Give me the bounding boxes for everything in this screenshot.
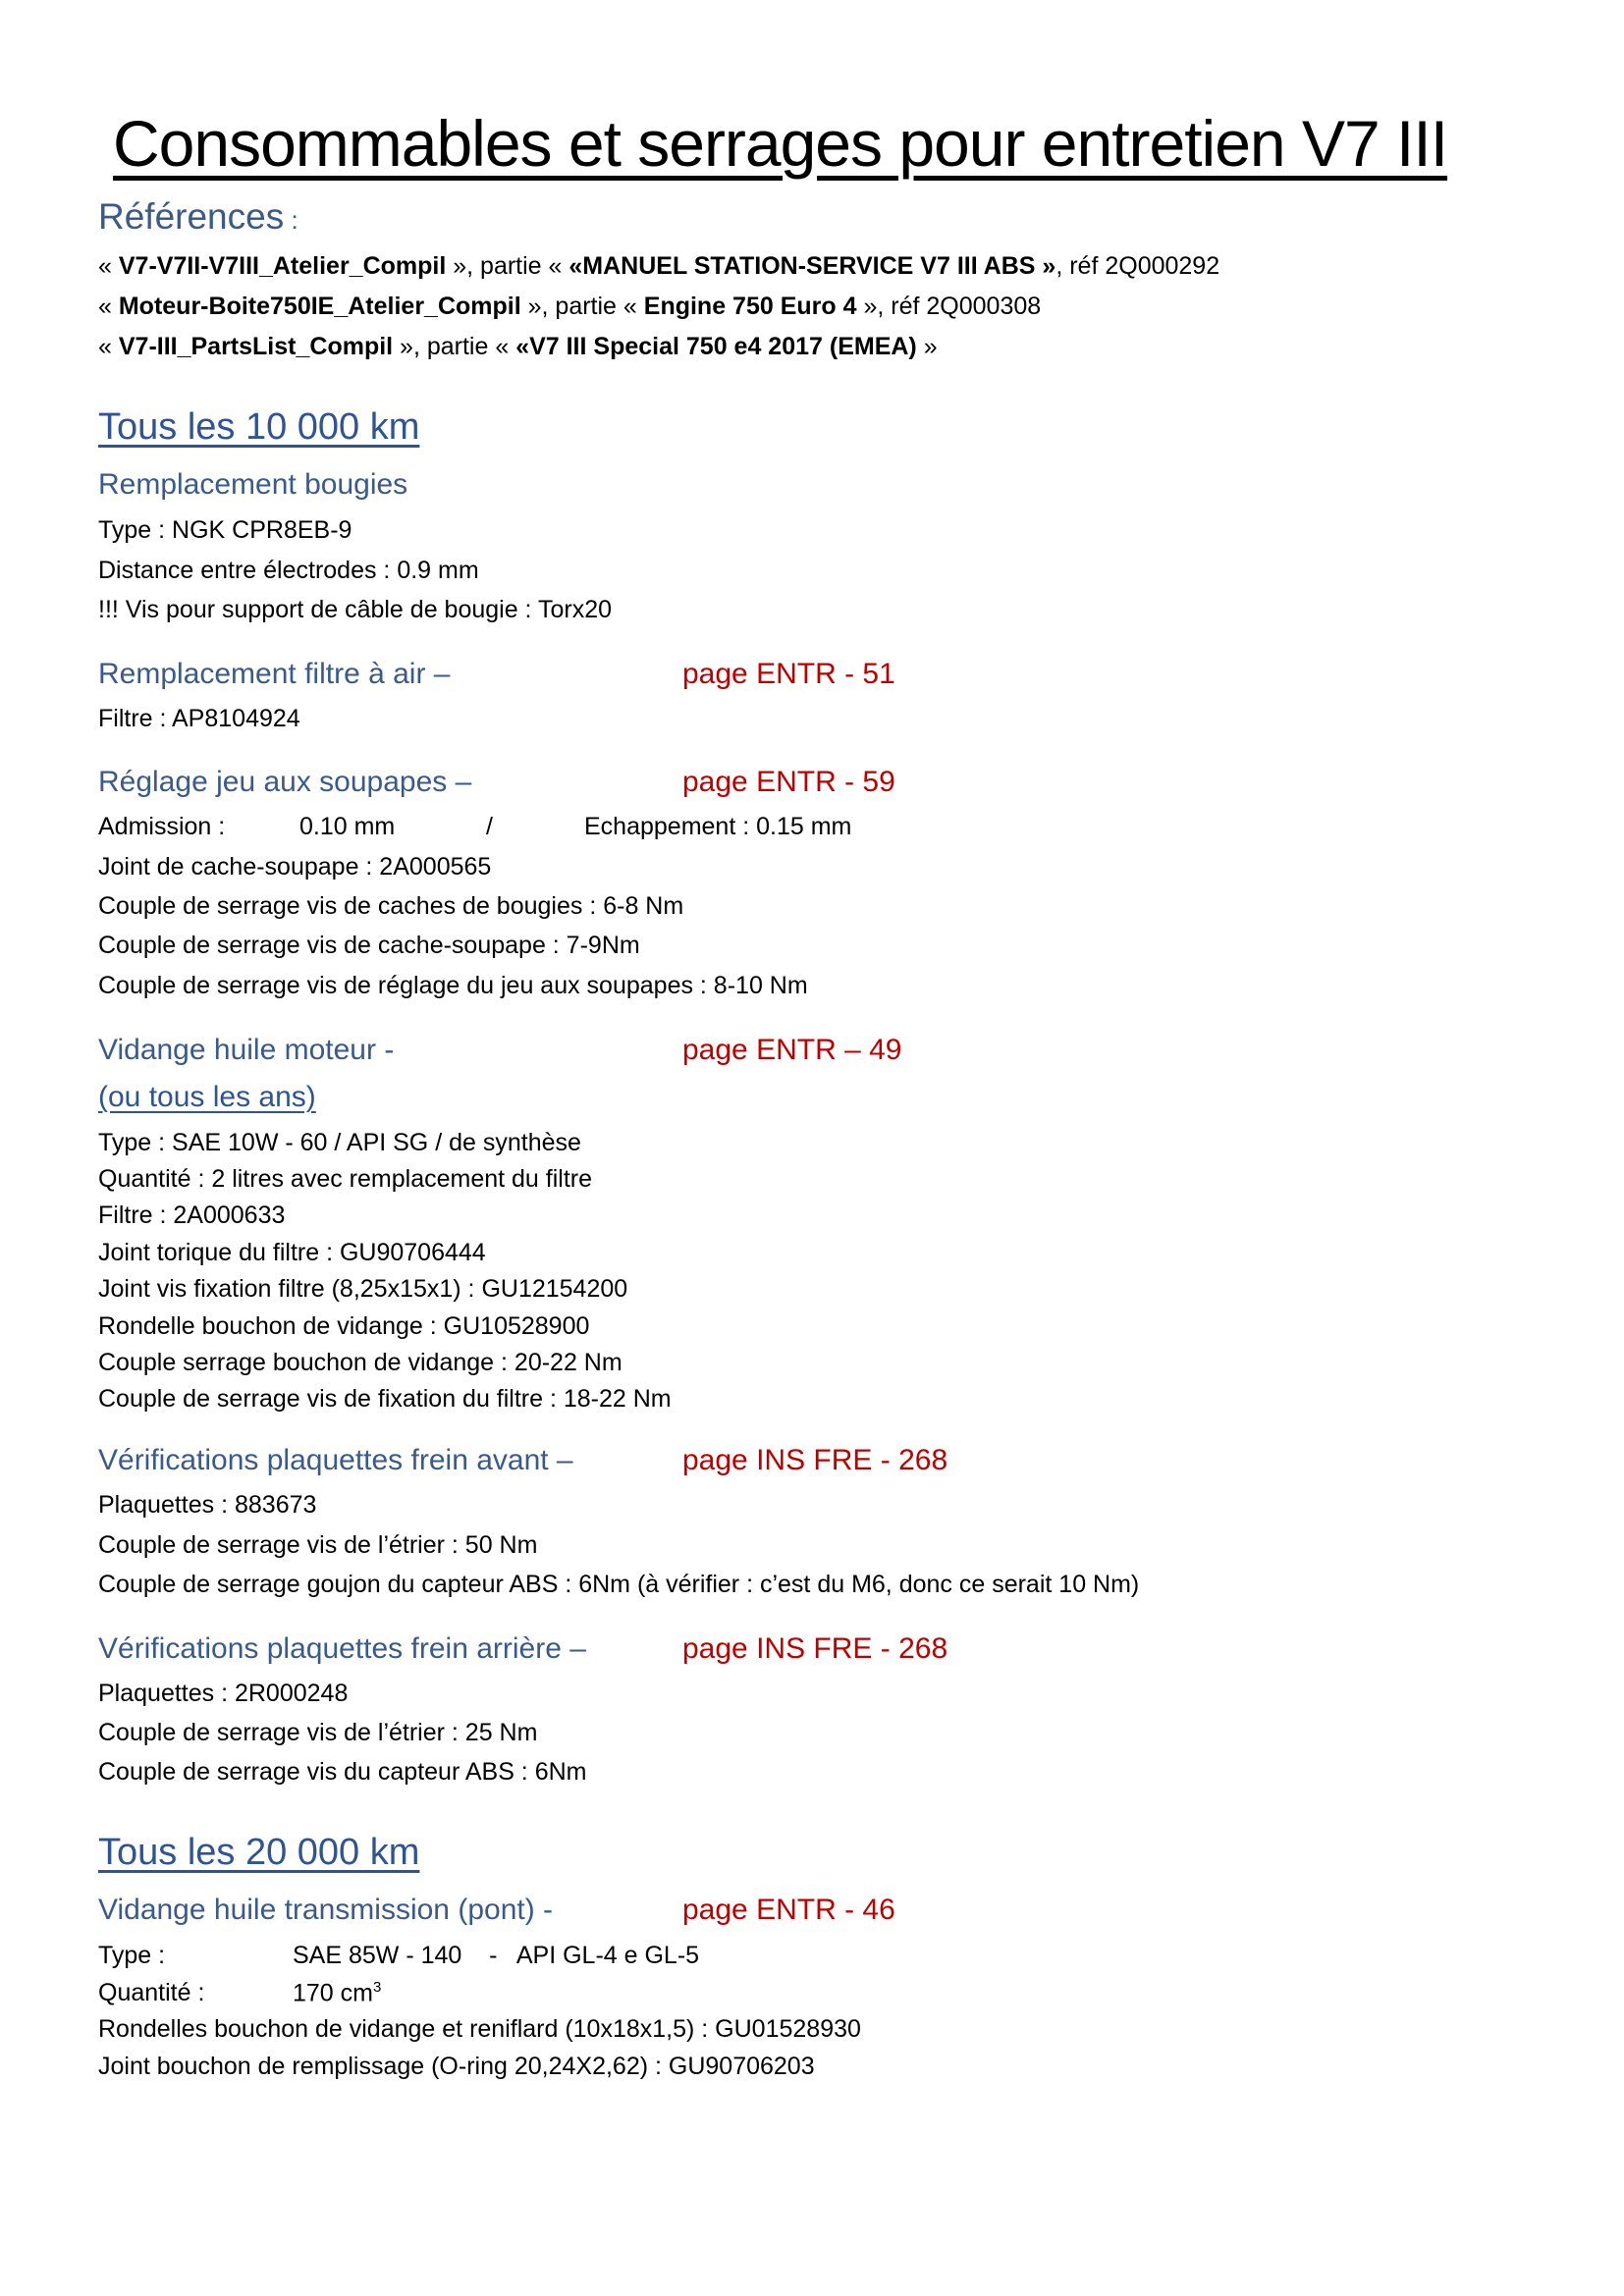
ref-mid: », partie « — [393, 333, 516, 360]
vidange-moteur-page-ref: page ENTR – 49 — [682, 1034, 902, 1066]
ref-open: « — [98, 293, 119, 320]
frein-arriere-line: Couple de serrage vis du capteur ABS : 6Nm — [98, 1758, 587, 1786]
filtre-air-line: Filtre : AP8104924 — [98, 705, 300, 732]
soupapes-line: Joint de cache-soupape : 2A000565 — [98, 853, 492, 881]
vidange-moteur-line: Rondelle bouchon de vidange : GU10528900 — [98, 1312, 590, 1340]
ref-mid: », partie « — [520, 293, 644, 320]
soupapes-separator: / — [486, 813, 493, 840]
ref-open: « — [98, 333, 119, 360]
bougies-line: !!! Vis pour support de câble de bougie : Torx20 — [98, 596, 613, 623]
vidange-moteur-title: Vidange huile moteur - — [98, 1034, 395, 1066]
transmission-page-ref: page ENTR - 46 — [682, 1894, 895, 1926]
frein-arriere-line: Couple de serrage vis de l’étrier : 25 Nm — [98, 1719, 538, 1746]
ref-part: «MANUEL STATION-SERVICE V7 III ABS » — [568, 252, 1056, 280]
transmission-qty-value — [293, 1979, 381, 2007]
frein-avant-line: Plaquettes : 883673 — [98, 1491, 317, 1519]
ref-tail: », réf 2Q000308 — [856, 293, 1042, 320]
ref-doc: V7-III_PartsList_Compil — [118, 333, 394, 360]
qty-unit-exponent: 3 — [372, 1979, 382, 1996]
ref-tail: » — [916, 333, 938, 360]
ref-doc: V7-V7II-V7III_Atelier_Compil — [118, 252, 447, 280]
qty-value-text: 170 cm — [293, 1979, 373, 2007]
frein-avant-line: Couple de serrage goujon du capteur ABS : 6Nm (à vérifier : c’est du M6, donc ce serait 10 Nm) — [98, 1571, 1140, 1598]
frein-arriere-page-ref: page INS FRE - 268 — [682, 1632, 948, 1665]
vidange-moteur-line: Couple serrage bouchon de vidange : 20-22 Nm — [98, 1349, 623, 1376]
soupapes-title: Réglage jeu aux soupapes – — [98, 766, 472, 798]
ref-part: «V7 III Special 750 e4 2017 (EMEA) — [515, 333, 917, 360]
bougies-line: Type : NGK CPR8EB-9 — [98, 516, 352, 544]
vidange-moteur-line: Joint torique du filtre : GU90706444 — [98, 1239, 486, 1266]
frein-arriere-title: Vérifications plaquettes frein arrière – — [98, 1632, 586, 1665]
page-title: Consommables et serrages pour entretien V7 III — [113, 107, 1448, 180]
reference-item — [98, 333, 938, 361]
reference-item — [98, 293, 1041, 321]
bougies-title: Remplacement bougies — [98, 468, 408, 501]
transmission-type-value: SAE 85W - 140 - API GL-4 e GL-5 — [293, 1942, 700, 1969]
transmission-type-label: Type : — [98, 1942, 166, 1969]
transmission-title: Vidange huile transmission (pont) - — [98, 1894, 554, 1926]
frein-avant-title: Vérifications plaquettes frein avant – — [98, 1444, 573, 1476]
admission-value: 0.10 mm — [299, 813, 396, 840]
admission-label: Admission : — [98, 813, 226, 840]
ref-doc: Moteur-Boite750IE_Atelier_Compil — [118, 293, 521, 320]
transmission-line: Joint bouchon de remplissage (O-ring 20,24X2,62) : GU90706203 — [98, 2053, 815, 2080]
bougies-line: Distance entre électrodes : 0.9 mm — [98, 557, 479, 584]
ref-open: « — [98, 252, 119, 280]
frein-avant-line: Couple de serrage vis de l’étrier : 50 Nm — [98, 1531, 538, 1559]
transmission-line: Rondelles bouchon de vidange et reniflard (10x18x1,5) : GU01528930 — [98, 2015, 861, 2043]
soupapes-line: Couple de serrage vis de caches de bougies : 6-8 Nm — [98, 892, 684, 920]
vidange-moteur-line: Joint vis fixation filtre (8,25x15x1) : GU12154200 — [98, 1275, 628, 1303]
references-heading-text: Références — [98, 196, 285, 237]
vidange-moteur-line: Type : SAE 10W - 60 / API SG / de synthèse — [98, 1129, 581, 1156]
frein-avant-page-ref: page INS FRE - 268 — [682, 1444, 948, 1476]
ref-tail: , réf 2Q000292 — [1056, 252, 1220, 280]
references-heading — [98, 196, 298, 238]
section-heading-20000km: Tous les 20 000 km — [98, 1832, 420, 1873]
ref-part: Engine 750 Euro 4 — [643, 293, 857, 320]
soupapes-page-ref: page ENTR - 59 — [682, 766, 895, 798]
ref-mid: », partie « — [446, 252, 569, 280]
section-heading-10000km: Tous les 10 000 km — [98, 406, 420, 448]
vidange-moteur-subtitle: (ou tous les ans) — [98, 1081, 316, 1113]
filtre-air-title: Remplacement filtre à air – — [98, 658, 451, 690]
vidange-moteur-line: Filtre : 2A000633 — [98, 1201, 286, 1229]
reference-item — [98, 252, 1219, 281]
vidange-moteur-line: Couple de serrage vis de fixation du filtre : 18-22 Nm — [98, 1385, 672, 1413]
echappement-value: Echappement : 0.15 mm — [584, 813, 852, 840]
references-colon: : — [284, 205, 298, 235]
frein-arriere-line: Plaquettes : 2R000248 — [98, 1680, 349, 1707]
soupapes-line: Couple de serrage vis de réglage du jeu aux soupapes : 8-10 Nm — [98, 972, 808, 999]
vidange-moteur-line: Quantité : 2 litres avec remplacement du filtre — [98, 1165, 593, 1193]
filtre-air-page-ref: page ENTR - 51 — [682, 658, 895, 690]
transmission-qty-label: Quantité : — [98, 1979, 205, 2006]
soupapes-line: Couple de serrage vis de cache-soupape : 7-9Nm — [98, 932, 640, 959]
